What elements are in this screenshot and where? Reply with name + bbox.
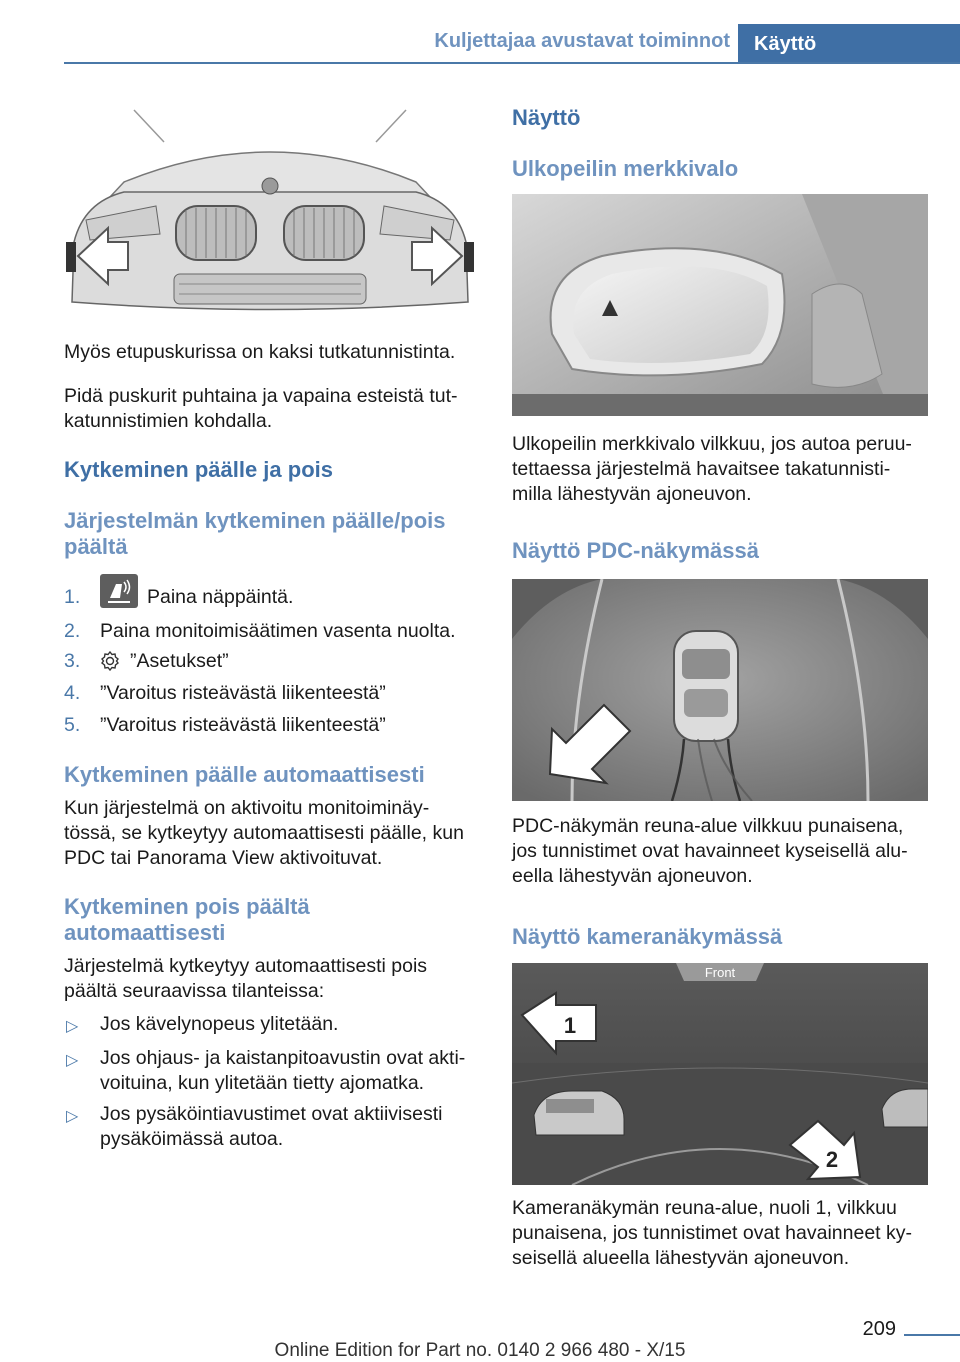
para-auto-on-2: tössä, se kytkeytyy automaattisesti päälle, kun <box>64 822 464 844</box>
step-number: 3. <box>64 650 81 672</box>
arrow-2-label: 2 <box>825 1147 839 1172</box>
heading-camera-view: Näyttö kameranäkymässä <box>512 924 783 949</box>
para-mirror-3: milla lähestyvän ajoneuvon. <box>512 483 752 505</box>
para-pdc-3: eella lähestyvän ajoneuvon. <box>512 865 753 887</box>
step-number: 5. <box>64 714 81 736</box>
step-number: 4. <box>64 682 81 704</box>
mirror-indicator-photo <box>512 194 928 416</box>
gear-icon <box>100 650 120 677</box>
page-number: 209 <box>862 1318 896 1340</box>
para-keep-bumpers-clean-2: katunnistimien kohdalla. <box>64 410 273 432</box>
heading-switch-on-off: Kytkeminen päälle ja pois <box>64 457 333 482</box>
bullet-text: Jos pysäköintiavustimet ovat aktiivisesti <box>100 1103 443 1125</box>
car-front-illustration <box>64 102 476 328</box>
bullet-text: voituina, kun ylitetään tietty ajomatka. <box>100 1072 425 1094</box>
front-tab-label: Front <box>704 965 736 980</box>
camera-view-screen <box>512 963 928 1185</box>
running-header-section: Kuljettajaa avustavat toiminnot <box>434 30 730 52</box>
para-mirror-2: tettaessa järjestelmä havaitsee takatunnisti‐ <box>512 458 891 480</box>
heading-auto-on: Kytkeminen päälle automaattisesti <box>64 762 425 787</box>
pdc-button-icon <box>100 574 138 613</box>
para-auto-on-3: PDC tai Panorama View aktivoituvat. <box>64 847 383 869</box>
footer-rule <box>904 1334 960 1336</box>
header-rule <box>64 62 960 64</box>
heading-system-toggle-1: Järjestelmän kytkeminen päälle/pois <box>64 508 446 533</box>
bullet-text: pysäköimässä autoa. <box>100 1128 284 1150</box>
para-camera-1: Kameranäkymän reuna-alue, nuoli 1, vilkkuu <box>512 1197 897 1219</box>
caption-front-sensors: Myös etupuskurissa on kaksi tutkatunnistinta. <box>64 341 456 363</box>
para-auto-off-1: Järjestelmä kytkeytyy automaattisesti pois <box>64 955 428 977</box>
step-text: ”Varoitus risteävästä liikenteestä” <box>100 714 386 736</box>
heading-mirror-indicator: Ulkopeilin merkkivalo <box>512 156 739 181</box>
step-text: Paina näppäintä. <box>147 586 294 608</box>
para-pdc-2: jos tunnistimet ovat havainneet kyseisellä alu‐ <box>512 840 908 862</box>
edition-footer: Online Edition for Part no. 0140 2 966 480 - X/15 <box>274 1340 686 1361</box>
bullet-marker: ▷ <box>66 1108 79 1125</box>
step-text: ”Asetukset” <box>130 650 229 672</box>
pdc-view-screen <box>512 579 928 801</box>
heading-display: Näyttö <box>512 105 581 130</box>
step-text: ”Varoitus risteävästä liikenteestä” <box>100 682 386 704</box>
heading-auto-off-1: Kytkeminen pois päältä <box>64 894 310 919</box>
running-header-tab: Käyttö <box>738 24 960 64</box>
arrow-1-label: 1 <box>563 1013 577 1038</box>
bullet-text: Jos kävelynopeus ylitetään. <box>100 1013 339 1035</box>
step-number: 2. <box>64 620 81 642</box>
step-number: 1. <box>64 586 81 608</box>
heading-system-toggle-2: päältä <box>64 534 128 559</box>
para-pdc-1: PDC-näkymän reuna-alue vilkkuu punaisena, <box>512 815 904 837</box>
para-camera-3: seisellä alueella lähestyvän ajoneuvon. <box>512 1247 850 1269</box>
bullet-marker: ▷ <box>66 1052 79 1069</box>
step-text: Paina monitoimisäätimen vasenta nuolta. <box>100 620 456 642</box>
heading-auto-off-2: automaattisesti <box>64 920 226 945</box>
para-auto-off-2: päältä seuraavissa tilanteissa: <box>64 980 325 1002</box>
para-mirror-1: Ulkopeilin merkkivalo vilkkuu, jos autoa peruu‐ <box>512 433 912 455</box>
para-camera-2: punaisena, jos tunnistimet ovat havainneet ky‐ <box>512 1222 912 1244</box>
para-auto-on-1: Kun järjestelmä on aktivoitu monitoiminäy‐ <box>64 797 430 819</box>
bullet-marker: ▷ <box>66 1018 79 1035</box>
para-keep-bumpers-clean-1: Pidä puskurit puhtaina ja vapaina esteistä tut‐ <box>64 385 458 407</box>
bullet-text: Jos ohjaus- ja kaistanpitoavustin ovat akti‐ <box>100 1047 466 1069</box>
heading-pdc-view: Näyttö PDC-näkymässä <box>512 538 759 563</box>
